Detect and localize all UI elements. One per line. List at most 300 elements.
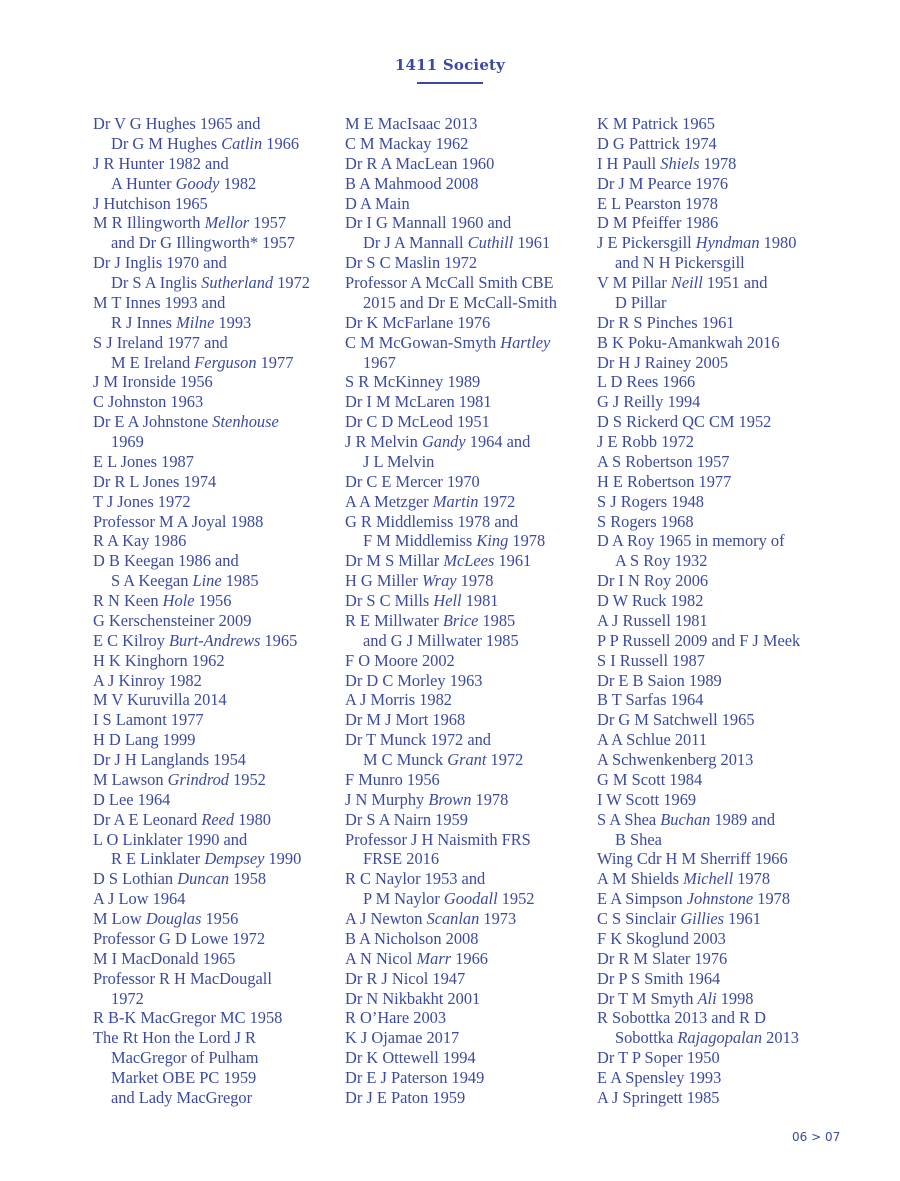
donor-entry bbox=[597, 611, 837, 631]
donor-entry-line: A J Kinroy 1982 bbox=[93, 670, 202, 690]
donor-entry-continuation: S A Keegan Line 1985 bbox=[111, 571, 259, 591]
donor-entry-line: G R Middlemiss 1978 and bbox=[345, 511, 519, 531]
donor-entry-line: E L Pearston 1978 bbox=[597, 193, 718, 213]
maiden-name: Neill bbox=[670, 273, 703, 292]
donor-entry-line: Dr K Ottewell 1994 bbox=[345, 1048, 476, 1068]
donor-entry bbox=[345, 313, 585, 333]
donor-entry-line: A S Robertson 1957 bbox=[597, 451, 730, 471]
donor-entry bbox=[345, 1008, 585, 1028]
donor-entry-line: T J Jones 1972 bbox=[93, 491, 191, 511]
maiden-name: Brice bbox=[442, 610, 479, 630]
donor-entry bbox=[93, 452, 333, 472]
donor-entry-line: C M McGowan-Smyth Hartley bbox=[345, 332, 551, 352]
donor-entry-line: J E Pickersgill Hyndman 1980 bbox=[597, 233, 797, 253]
donor-entry bbox=[93, 730, 333, 750]
donor-entry bbox=[345, 1088, 585, 1108]
maiden-name: Johnstone bbox=[686, 889, 754, 909]
donor-entry bbox=[93, 472, 333, 492]
donor-entry bbox=[345, 571, 585, 591]
donor-entry-line: A J Low 1964 bbox=[93, 889, 186, 909]
donor-entry-line: Dr H J Rainey 2005 bbox=[597, 352, 729, 372]
donor-entry bbox=[345, 392, 585, 412]
donor-entry-line: Dr I N Roy 2006 bbox=[597, 571, 709, 591]
maiden-name: Dempsey bbox=[204, 849, 265, 869]
donor-entry bbox=[93, 392, 333, 412]
donor-entry-line: Dr I M McLaren 1981 bbox=[345, 392, 492, 412]
donor-entry bbox=[597, 591, 837, 611]
donor-entry-line: F Munro 1956 bbox=[345, 769, 440, 789]
donor-entry bbox=[345, 492, 585, 512]
donor-entry-line: C S Sinclair Gillies 1961 bbox=[597, 909, 761, 928]
donor-entry bbox=[93, 949, 333, 969]
donor-entry bbox=[597, 233, 837, 273]
donor-entry-line: Dr C D McLeod 1951 bbox=[345, 412, 490, 432]
maiden-name: Line bbox=[192, 571, 222, 591]
maiden-name: Buchan bbox=[660, 809, 711, 829]
maiden-name: Wray bbox=[421, 571, 457, 591]
maiden-name: Sutherland bbox=[201, 273, 274, 292]
donor-entry bbox=[93, 253, 333, 293]
maiden-name: Milne bbox=[176, 312, 215, 332]
donor-entry-line: S Rogers 1968 bbox=[597, 511, 694, 531]
donor-entry bbox=[345, 671, 585, 691]
donor-entry-line: Dr M J Mort 1968 bbox=[345, 710, 466, 730]
donor-entry bbox=[597, 372, 837, 392]
donor-entry-line: J E Robb 1972 bbox=[597, 432, 694, 451]
maiden-name: Goodall bbox=[443, 889, 498, 909]
donor-entry-line: Professor M A Joyal 1988 bbox=[93, 511, 264, 531]
donor-entry-line: G J Reilly 1994 bbox=[597, 392, 701, 412]
donor-entry-line: A A Schlue 2011 bbox=[597, 730, 708, 750]
donor-entry bbox=[597, 392, 837, 412]
donor-entry-line: Dr S A Nairn 1959 bbox=[345, 809, 468, 829]
donor-entry bbox=[345, 1068, 585, 1088]
donor-entry bbox=[597, 1008, 837, 1048]
donor-entry bbox=[93, 790, 333, 810]
donor-entry-line: H E Robertson 1977 bbox=[597, 471, 732, 491]
donor-entry bbox=[345, 134, 585, 154]
donor-entry-line: E A Spensley 1993 bbox=[597, 1068, 722, 1087]
donor-entry bbox=[93, 1028, 333, 1108]
donor-entry bbox=[345, 730, 585, 770]
donor-entry-line: Dr T M Smyth Ali 1998 bbox=[597, 988, 754, 1008]
donor-entry bbox=[93, 1008, 333, 1028]
donor-entry bbox=[93, 591, 333, 611]
donor-entry-line: S I Russell 1987 bbox=[597, 650, 705, 670]
donor-entry bbox=[345, 869, 585, 909]
donor-entry-line: Dr A E Leonard Reed 1980 bbox=[93, 809, 271, 829]
donor-entry bbox=[597, 969, 837, 989]
donor-entry-line: Dr C E Mercer 1970 bbox=[345, 471, 480, 491]
donor-entry-line: I S Lamont 1977 bbox=[93, 710, 204, 730]
donor-entry-continuation: and Lady MacGregor bbox=[111, 1087, 253, 1107]
donor-entry-line: D A Roy 1965 in memory of bbox=[597, 531, 785, 551]
maiden-name: Catlin bbox=[221, 133, 263, 153]
maiden-name: Gandy bbox=[421, 432, 466, 451]
donor-entry-line: F O Moore 2002 bbox=[345, 650, 455, 670]
donor-entry-continuation: R E Linklater Dempsey 1990 bbox=[111, 849, 302, 869]
donor-entry-line: Dr N Nikbakht 2001 bbox=[345, 988, 481, 1008]
donor-entry-continuation: and G J Millwater 1985 bbox=[363, 630, 519, 650]
maiden-name: Douglas bbox=[145, 909, 202, 928]
donor-entry-line: J N Murphy Brown 1978 bbox=[345, 789, 509, 809]
donor-entry bbox=[597, 750, 837, 770]
donor-entry-line: M I MacDonald 1965 bbox=[93, 948, 236, 968]
donor-entry-line: B T Sarfas 1964 bbox=[597, 690, 704, 710]
donor-entry-line: Dr J E Paton 1959 bbox=[345, 1087, 466, 1107]
donor-entry-continuation: and N H Pickersgill bbox=[615, 253, 745, 273]
donor-entry-line: A J Morris 1982 bbox=[345, 690, 453, 710]
donor-entry bbox=[93, 611, 333, 631]
donor-entry-line: R E Millwater Brice 1985 bbox=[345, 610, 516, 630]
donor-entry bbox=[597, 512, 837, 532]
maiden-name: Scanlan bbox=[426, 909, 480, 928]
donor-entry-line: Dr J H Langlands 1954 bbox=[93, 750, 246, 769]
maiden-name: Ferguson bbox=[194, 352, 257, 372]
donor-entry-line: K J Ojamae 2017 bbox=[345, 1028, 460, 1048]
donor-entry-line: R A Kay 1986 bbox=[93, 531, 187, 551]
donor-entry-line: Professor J H Naismith FRS bbox=[345, 829, 531, 849]
donor-entry-line: G Kerschensteiner 2009 bbox=[93, 610, 252, 630]
maiden-name: Duncan bbox=[177, 869, 230, 889]
donor-entry-continuation: MacGregor of Pulham bbox=[111, 1048, 259, 1068]
title-underline bbox=[417, 82, 483, 84]
donor-entry bbox=[345, 273, 585, 313]
donor-entry-line: J Hutchison 1965 bbox=[93, 193, 208, 213]
donor-entry bbox=[93, 213, 333, 253]
donor-entry bbox=[345, 651, 585, 671]
donor-entry bbox=[597, 313, 837, 333]
donor-entry-continuation: and Dr G Illingworth* 1957 bbox=[111, 233, 295, 253]
donor-entry-continuation: J L Melvin bbox=[363, 451, 435, 471]
maiden-name: Burt-Andrews bbox=[169, 630, 261, 650]
donor-entry bbox=[597, 174, 837, 194]
donor-entry-line: Dr R M Slater 1976 bbox=[597, 948, 728, 968]
donor-entry-line: Dr K McFarlane 1976 bbox=[345, 312, 491, 332]
donor-entry bbox=[597, 194, 837, 214]
donor-entry bbox=[597, 472, 837, 492]
page-header bbox=[0, 56, 900, 84]
donor-entry-line: The Rt Hon the Lord J R bbox=[93, 1028, 256, 1048]
donor-entry-line: Professor G D Lowe 1972 bbox=[93, 928, 266, 948]
donor-entry-line: Wing Cdr H M Sherriff 1966 bbox=[597, 849, 788, 869]
donor-entry-line: Dr S C Mills Hell 1981 bbox=[345, 591, 499, 610]
donor-entry bbox=[597, 1048, 837, 1068]
donor-entry-line: M Lawson Grindrod 1952 bbox=[93, 769, 266, 789]
maiden-name: Reed bbox=[201, 809, 235, 829]
donor-entry-continuation: P M Naylor Goodall 1952 bbox=[363, 889, 535, 909]
donor-entry-line: S R McKinney 1989 bbox=[345, 372, 481, 392]
donor-entry bbox=[93, 710, 333, 730]
maiden-name: Hole bbox=[162, 591, 195, 610]
donor-entry bbox=[345, 770, 585, 790]
page-title: 1411 Society bbox=[394, 56, 506, 74]
donor-entry-line: M T Innes 1993 and bbox=[93, 292, 226, 312]
donor-entry-line: D M Pfeiffer 1986 bbox=[597, 213, 719, 233]
donor-column-1 bbox=[93, 114, 333, 1108]
donor-entry-line: E L Jones 1987 bbox=[93, 451, 194, 471]
donor-entry-line: Dr V G Hughes 1965 and bbox=[93, 114, 261, 133]
donor-entry bbox=[345, 412, 585, 432]
maiden-name: Rajagopalan bbox=[677, 1028, 763, 1048]
donor-entry bbox=[345, 710, 585, 730]
donor-entry-line: A N Nicol Marr 1966 bbox=[345, 948, 488, 968]
donor-entry bbox=[345, 1048, 585, 1068]
donor-entry-line: A M Shields Michell 1978 bbox=[597, 869, 771, 889]
donor-entry-line: B K Poku-Amankwah 2016 bbox=[597, 332, 780, 352]
donor-entry bbox=[597, 134, 837, 154]
maiden-name: Ali bbox=[697, 988, 717, 1008]
donor-entry bbox=[93, 412, 333, 452]
donor-entry-line: D B Keegan 1986 and bbox=[93, 551, 239, 571]
donor-entry bbox=[597, 790, 837, 810]
donor-entry bbox=[93, 770, 333, 790]
donor-entry bbox=[93, 909, 333, 929]
donor-entry bbox=[597, 1088, 837, 1108]
donor-entry bbox=[345, 194, 585, 214]
donor-entry-line: M R Illingworth Mellor 1957 bbox=[93, 213, 287, 233]
donor-entry-line: D Lee 1964 bbox=[93, 789, 171, 809]
maiden-name: Michell bbox=[683, 869, 734, 889]
donor-entry bbox=[93, 154, 333, 194]
donor-entry bbox=[345, 372, 585, 392]
donor-entry-line: R Sobottka 2013 and R D bbox=[597, 1008, 766, 1028]
donor-entry bbox=[345, 810, 585, 830]
donor-entry-continuation: A Hunter Goody 1982 bbox=[111, 173, 257, 193]
donor-entry bbox=[93, 631, 333, 651]
maiden-name: Grant bbox=[447, 750, 487, 769]
donor-entry-continuation: F M Middlemiss King 1978 bbox=[363, 531, 546, 551]
donor-entry bbox=[93, 750, 333, 770]
donor-entry-continuation: Sobottka Rajagopalan 2013 bbox=[615, 1028, 799, 1048]
donor-entry-line: V M Pillar Neill 1951 and bbox=[597, 273, 768, 292]
donor-entry bbox=[345, 591, 585, 611]
donor-entry-line: Dr R S Pinches 1961 bbox=[597, 312, 735, 332]
donor-entry-line: Dr G M Satchwell 1965 bbox=[597, 710, 755, 730]
donor-entry bbox=[597, 432, 837, 452]
donor-entry bbox=[93, 551, 333, 591]
donor-entry bbox=[597, 949, 837, 969]
donor-entry bbox=[345, 949, 585, 969]
donor-entry-continuation: Dr S A Inglis Sutherland 1972 bbox=[111, 273, 310, 292]
donor-entry bbox=[597, 452, 837, 472]
donor-entry-line: J R Hunter 1982 and bbox=[93, 153, 229, 173]
maiden-name: McLees bbox=[443, 551, 495, 571]
donor-entry bbox=[93, 512, 333, 532]
donor-entry-line: L O Linklater 1990 and bbox=[93, 829, 248, 849]
donor-entry bbox=[597, 929, 837, 949]
donor-entry-continuation: M E Ireland Ferguson 1977 bbox=[111, 352, 294, 372]
donor-entry-line: Professor R H MacDougall bbox=[93, 968, 272, 988]
donor-entry bbox=[345, 253, 585, 273]
donor-entry bbox=[345, 929, 585, 949]
donor-entry bbox=[597, 571, 837, 591]
maiden-name: Martin bbox=[432, 491, 479, 511]
donor-entry-line: G M Scott 1984 bbox=[597, 769, 703, 789]
donor-entry-continuation: 2015 and Dr E McCall-Smith bbox=[363, 292, 557, 312]
donor-entry-continuation: FRSE 2016 bbox=[363, 849, 440, 869]
maiden-name: Marr bbox=[416, 948, 452, 968]
donor-entry-line: Dr E B Saion 1989 bbox=[597, 670, 722, 690]
donor-entry-line: M E MacIsaac 2013 bbox=[345, 114, 478, 133]
donor-entry-line: A J Russell 1981 bbox=[597, 610, 708, 630]
donor-entry-line: K M Patrick 1965 bbox=[597, 114, 715, 133]
donor-entry-continuation: R J Innes Milne 1993 bbox=[111, 312, 252, 332]
donor-entry bbox=[345, 213, 585, 253]
donor-entry-line: J R Melvin Gandy 1964 and bbox=[345, 432, 531, 451]
maiden-name: King bbox=[476, 531, 509, 551]
donor-entry-line: Dr J Inglis 1970 and bbox=[93, 253, 227, 273]
donor-entry-line: Dr S C Maslin 1972 bbox=[345, 253, 478, 273]
donor-entry bbox=[597, 889, 837, 909]
donor-entry-line: Dr T P Soper 1950 bbox=[597, 1048, 720, 1068]
donor-entry-line: Dr R A MacLean 1960 bbox=[345, 153, 495, 173]
donor-entry bbox=[93, 969, 333, 1009]
donor-entry-line: S J Rogers 1948 bbox=[597, 491, 705, 511]
donor-entry-line: B A Nicholson 2008 bbox=[345, 928, 479, 948]
donor-entry-line: S A Shea Buchan 1989 and bbox=[597, 809, 776, 829]
donor-entry-line: A J Newton Scanlan 1973 bbox=[345, 909, 517, 928]
donor-entry-line: L D Rees 1966 bbox=[597, 372, 696, 392]
donor-entry-line: Dr R L Jones 1974 bbox=[93, 471, 217, 491]
donor-entry bbox=[597, 531, 837, 571]
donor-entry bbox=[597, 353, 837, 373]
donor-entry bbox=[345, 611, 585, 651]
donor-entry-line: H G Miller Wray 1978 bbox=[345, 571, 494, 591]
donor-entry bbox=[597, 412, 837, 432]
donor-entry-line: E A Simpson Johnstone 1978 bbox=[597, 889, 791, 909]
donor-entry bbox=[93, 114, 333, 154]
donor-entry-line: Dr D C Morley 1963 bbox=[345, 670, 483, 690]
donor-entry bbox=[597, 492, 837, 512]
donor-entry bbox=[93, 690, 333, 710]
donor-entry bbox=[597, 213, 837, 233]
donor-entry-line: Dr R J Nicol 1947 bbox=[345, 968, 466, 988]
donor-entry bbox=[93, 810, 333, 830]
donor-entry bbox=[93, 293, 333, 333]
maiden-name: Shiels bbox=[660, 153, 700, 173]
donor-entry bbox=[345, 333, 585, 373]
maiden-name: Cuthill bbox=[467, 233, 514, 253]
page-number: 06 > 07 bbox=[792, 1130, 841, 1144]
donor-entry-line: C M Mackay 1962 bbox=[345, 133, 469, 153]
donor-entry-line: H D Lang 1999 bbox=[93, 730, 196, 750]
donor-entry-line: R B-K MacGregor MC 1958 bbox=[93, 1008, 283, 1028]
donor-column-3 bbox=[597, 114, 837, 1108]
donor-entry bbox=[93, 372, 333, 392]
donor-entry-line: D S Rickerd QC CM 1952 bbox=[597, 412, 772, 432]
donor-entry-line: D G Pattrick 1974 bbox=[597, 133, 717, 153]
donor-entry-continuation: 1969 bbox=[111, 432, 144, 451]
donor-entry-continuation: B Shea bbox=[615, 829, 662, 849]
donor-entry-line: A A Metzger Martin 1972 bbox=[345, 491, 516, 511]
donor-entry-line: R O’Hare 2003 bbox=[345, 1008, 447, 1028]
donor-entry bbox=[93, 492, 333, 512]
donor-entry bbox=[597, 333, 837, 353]
donor-entry-line: Dr M S Millar McLees 1961 bbox=[345, 551, 532, 571]
donor-entry bbox=[597, 989, 837, 1009]
donor-entry-line: S J Ireland 1977 and bbox=[93, 332, 228, 352]
donor-entry-line: Dr E A Johnstone Stenhouse bbox=[93, 412, 279, 432]
donor-entry-line: Dr T Munck 1972 and bbox=[345, 730, 491, 750]
donor-entry-line: D A Main bbox=[345, 193, 410, 213]
donor-entry-line: D W Ruck 1982 bbox=[597, 591, 704, 610]
donor-entry bbox=[345, 969, 585, 989]
donor-entry bbox=[345, 114, 585, 134]
donor-entry bbox=[345, 1028, 585, 1048]
donor-entry bbox=[345, 690, 585, 710]
donor-entry bbox=[597, 869, 837, 889]
donor-entry-line: R N Keen Hole 1956 bbox=[93, 591, 232, 610]
donor-entry-continuation: 1972 bbox=[111, 988, 144, 1008]
donor-entry bbox=[597, 909, 837, 929]
donor-entry-continuation: Dr J A Mannall Cuthill 1961 bbox=[363, 233, 551, 253]
donor-entry-line: Dr P S Smith 1964 bbox=[597, 968, 721, 988]
donor-entry bbox=[93, 830, 333, 870]
maiden-name: Gillies bbox=[680, 909, 725, 928]
donor-entry-line: M Low Douglas 1956 bbox=[93, 909, 239, 928]
donor-entry bbox=[93, 671, 333, 691]
donor-entry-line: A J Springett 1985 bbox=[597, 1087, 720, 1107]
donor-entry-line: I H Paull Shiels 1978 bbox=[597, 153, 737, 173]
donor-entry bbox=[93, 929, 333, 949]
donor-entry bbox=[597, 730, 837, 750]
maiden-name: Brown bbox=[428, 789, 472, 809]
donor-entry-line: J M Ironside 1956 bbox=[93, 372, 213, 392]
donor-entry-line: C Johnston 1963 bbox=[93, 392, 204, 412]
maiden-name: Grindrod bbox=[167, 769, 229, 789]
donor-entry bbox=[345, 989, 585, 1009]
donor-entry bbox=[93, 651, 333, 671]
donor-entry-continuation: M C Munck Grant 1972 bbox=[363, 750, 524, 769]
donor-entry bbox=[597, 631, 837, 651]
donor-entry-line: M V Kuruvilla 2014 bbox=[93, 690, 227, 710]
donor-entry bbox=[597, 671, 837, 691]
maiden-name: Hyndman bbox=[695, 233, 760, 253]
donor-entry-continuation: D Pillar bbox=[615, 292, 667, 312]
donor-entry bbox=[597, 651, 837, 671]
maiden-name: Hartley bbox=[500, 332, 551, 352]
donor-entry-line: Professor A McCall Smith CBE bbox=[345, 273, 554, 292]
donor-entry bbox=[597, 1068, 837, 1088]
donor-entry-line: Dr E J Paterson 1949 bbox=[345, 1068, 485, 1087]
donor-entry-line: Dr J M Pearce 1976 bbox=[597, 173, 729, 193]
donor-entry bbox=[597, 710, 837, 730]
donor-entry bbox=[345, 909, 585, 929]
donor-entry bbox=[345, 512, 585, 552]
donor-entry-continuation: A S Roy 1932 bbox=[615, 551, 708, 571]
donor-entry bbox=[93, 889, 333, 909]
donor-entry-line: I W Scott 1969 bbox=[597, 789, 697, 809]
donor-entry-line: A Schwenkenberg 2013 bbox=[597, 750, 754, 769]
donor-entry-continuation: 1967 bbox=[363, 352, 396, 372]
donor-entry bbox=[597, 690, 837, 710]
donor-entry bbox=[597, 770, 837, 790]
donor-entry bbox=[93, 531, 333, 551]
donor-entry bbox=[345, 790, 585, 810]
donor-entry-line: Dr I G Mannall 1960 and bbox=[345, 213, 512, 233]
donor-entry bbox=[345, 551, 585, 571]
maiden-name: Mellor bbox=[204, 213, 250, 233]
donor-entry-line: D S Lothian Duncan 1958 bbox=[93, 869, 267, 889]
donor-entry-line: B A Mahmood 2008 bbox=[345, 173, 479, 193]
donor-entry bbox=[345, 830, 585, 870]
donor-entry bbox=[93, 194, 333, 214]
donor-entry bbox=[345, 154, 585, 174]
donor-entry-line: F K Skoglund 2003 bbox=[597, 928, 726, 948]
donor-entry bbox=[345, 174, 585, 194]
donor-entry bbox=[597, 154, 837, 174]
